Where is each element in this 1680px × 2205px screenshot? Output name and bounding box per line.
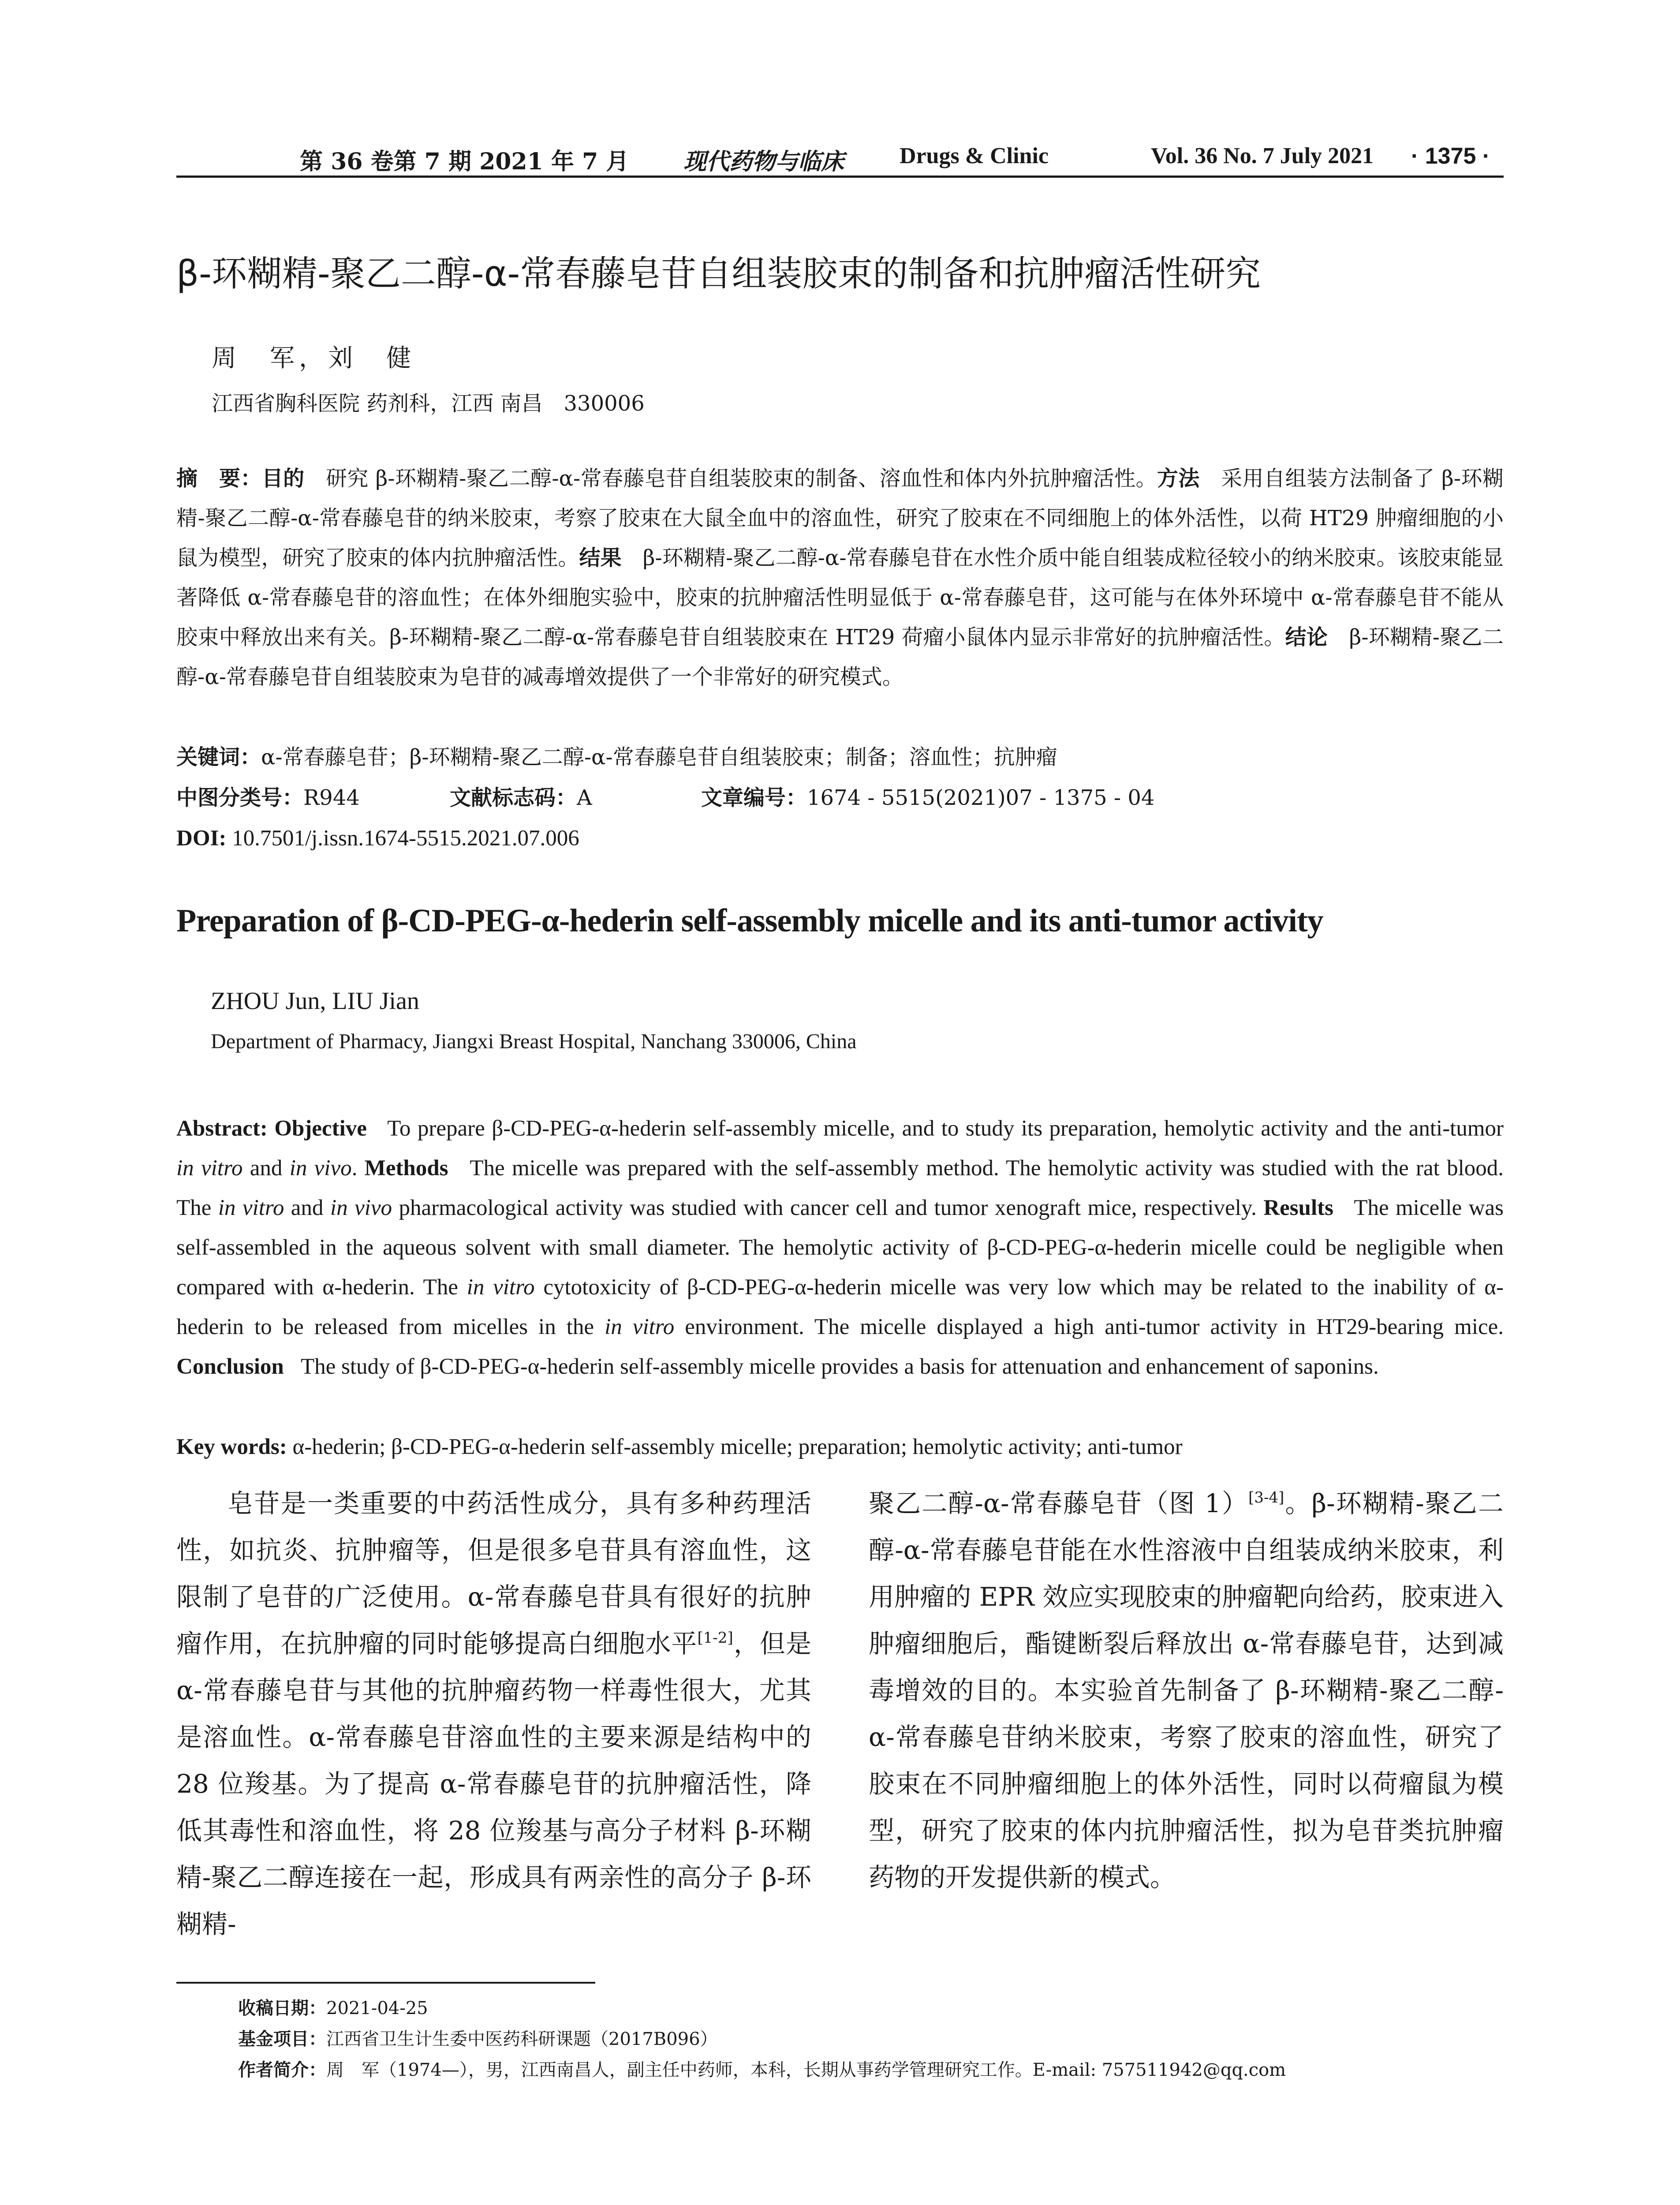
en-in-vivo-1: in vivo (289, 1156, 352, 1181)
en-objective-text: To prepare β-CD-PEG-α-hederin self-assembly micelle, and to study its preparation, hemolytic activity and the anti-tumor (387, 1116, 1504, 1141)
cn-affiliation: 江西省胸科医院 药剂科，江西 南昌 330006 (212, 391, 645, 416)
footnote-author (238, 2056, 1286, 2081)
article-no-label: 文章编号： (701, 785, 807, 810)
cn-title: β-环糊精-聚乙二醇-α-常春藤皂苷自组装胶束的制备和抗肿瘤活性研究 (176, 253, 1261, 294)
citation-1-2: [1-2] (697, 1629, 733, 1647)
cn-results-text: β-环糊精-聚乙二醇-α-常春藤皂苷在水性介质中能自组装成粒径较小的纳米胶束。该胶束能显著降低 α-常春藤皂苷的溶血性；在体外细胞实验中，胶束的抗肿瘤活性明显低于 α-常春藤皂苷，这可能与在体外环境中 α-常春藤皂苷不能从胶束中释放出来有关。β-环糊精-聚乙二醇-α-常春藤皂苷自组装胶束在 HT29 荷瘤小鼠体内显示非常好的抗肿瘤活性。 (176, 546, 1504, 650)
en-results-label: Results (1263, 1196, 1333, 1220)
en-methods-label: Methods (364, 1156, 448, 1181)
clc-value: R944 (303, 785, 360, 810)
en-keywords (176, 1427, 1183, 1467)
en-keywords-text: α-hederin; β-CD-PEG-α-hederin self-assembly micelle; preparation; hemolytic activity; anti-tumor (292, 1435, 1183, 1459)
fund-text: 江西省卫生计生委中医药科研课题（2017B096） (326, 2029, 718, 2049)
body-column-right (869, 1480, 1504, 1901)
header-rule (176, 176, 1504, 178)
en-results-text-3: environment. The micelle displayed a high anti-tumor activity in HT29-bearing mice. (685, 1315, 1504, 1339)
cn-objective-label: 目的 (261, 466, 305, 491)
en-results-text-1: The micelle was self-assembled in the aqueous solvent with small diameter. The hemolytic activity of β-CD-PEG-α-hederin micelle could be negligible when compared with α-hederin. The (176, 1196, 1504, 1300)
doi-label: DOI: (176, 826, 227, 851)
header-cn-journal: 现代药物与临床 (683, 149, 844, 175)
doi-value: 10.7501/j.issn.1674-5515.2021.07.006 (232, 826, 579, 851)
en-objective-label: Objective (274, 1116, 367, 1141)
cn-authors: 周 军，刘 健 (212, 344, 415, 373)
cn-conclusion-text: β-环糊精-聚乙二醇-α-常春藤皂苷自组装胶束为皂苷的减毒增效提供了一个非常好的研究模式。 (176, 625, 1504, 689)
en-and-1: and (250, 1156, 283, 1181)
body-right-text-2: 。β-环糊精-聚乙二醇-α-常春藤皂苷能在水性溶液中自组装成纳米胶束，利用肿瘤的 EPR 效应实现胶束的肿瘤靶向给药，胶束进入肿瘤细胞后，酯键断裂后释放出 α-常春藤皂苷，达到减毒增效的目的。本实验首先制备了 β-环糊精-聚乙二醇-α-常春藤皂苷纳米胶束，考察了胶束的溶血性，研究了胶束在不同肿瘤细胞上的体外活性，同时以荷瘤鼠为模型，研究了胶束的体内抗肿瘤活性，拟为皂苷类抗肿瘤药物的开发提供新的模式。 (869, 1488, 1504, 1892)
cn-conclusion-label: 结论 (1285, 625, 1328, 650)
en-methods-text-2: pharmacological activity was studied with cancer cell and tumor xenograft mice, respectively. (399, 1196, 1257, 1220)
body-left-text-1: 皂苷是一类重要的中药活性成分，具有多种药理活性，如抗炎、抗肿瘤等，但是很多皂苷具有溶血性，这限制了皂苷的广泛使用。α-常春藤皂苷具有很好的抗肿瘤作用，在抗肿瘤的同时能够提高白细胞水平 (176, 1488, 811, 1659)
en-conclusion-label: Conclusion (176, 1354, 284, 1379)
running-header (176, 140, 1504, 176)
en-abstract-label: Abstract: (176, 1116, 268, 1141)
author-bio-text: 周 军（1974—），男，江西南昌人，副主任中药师，本科，长期从事药学管理研究工作。E-mail: 757511942@qq.com (326, 2060, 1286, 2080)
received-label: 收稿日期： (238, 1998, 326, 2018)
cn-methods-label: 方法 (1157, 466, 1200, 491)
en-in-vitro-4: in vitro (605, 1315, 675, 1339)
body-column-left (176, 1480, 811, 1947)
en-conclusion-text: The study of β-CD-PEG-α-hederin self-assembly micelle provides a basis for attenuation and enhancement of saponins. (301, 1354, 1379, 1379)
footnote-rule (176, 1982, 595, 1984)
cn-keywords-label: 关键词： (176, 745, 261, 770)
clc-label: 中图分类号： (176, 785, 304, 810)
en-title: Preparation of β-CD-PEG-α-hederin self-assembly micelle and its anti-tumor activity (176, 903, 1323, 939)
footnote-received (238, 1994, 428, 2019)
citation-3-4: [3-4] (1248, 1489, 1284, 1506)
cn-keywords (176, 737, 1504, 777)
received-date: 2021-04-25 (326, 1998, 428, 2018)
author-bio-label: 作者简介： (238, 2060, 326, 2080)
en-results-text-2: cytotoxicity of β-CD-PEG-α-hederin micelle was very low which may be related to the inability of α-hederin to be released from micelles in the (176, 1275, 1504, 1339)
header-en-journal: Drugs & Clinic (900, 143, 1049, 168)
en-methods-text-1: The micelle was prepared with the self-assembly method. The hemolytic activity was studied with the rat blood. The (176, 1156, 1504, 1220)
cn-objective-text: 研究 β-环糊精-聚乙二醇-α-常春藤皂苷自组装胶束的制备、溶血性和体内外抗肿瘤活性。 (325, 466, 1157, 491)
cn-methods-text: 采用自组装方法制备了 β-环糊精-聚乙二醇-α-常春藤皂苷的纳米胶束，考察了胶束在大鼠全血中的溶血性，研究了胶束在不同细胞上的体外活性，以荷 HT29 肿瘤细胞的小鼠为模型，研究了胶束的体内抗肿瘤活性。 (176, 466, 1504, 570)
header-en-issue: Vol. 36 No. 7 July 2021 (1151, 143, 1374, 168)
doc-code-label: 文献标志码： (450, 785, 577, 810)
body-left-text-2: ，但是 α-常春藤皂苷与其他的抗肿瘤药物一样毒性很大，尤其是溶血性。α-常春藤皂苷溶血性的主要来源是结构中的 28 位羧基。为了提高 α-常春藤皂苷的抗肿瘤活性，降低其毒性和溶血性，将 28 位羧基与高分子材料 β-环糊精-聚乙二醇连接在一起，形成具有两亲性的高分子 β-环糊精- (176, 1629, 811, 1939)
en-authors: ZHOU Jun, LIU Jian (211, 987, 419, 1015)
en-in-vitro-1: in vitro (176, 1156, 243, 1181)
en-abstract (176, 1109, 1504, 1387)
en-in-vivo-2: in vivo (330, 1196, 392, 1220)
cn-abstract (176, 459, 1504, 697)
cn-abstract-label: 摘 要： (176, 466, 262, 491)
header-page-number: · 1375 · (1411, 143, 1490, 169)
cn-keywords-text: α-常春藤皂苷；β-环糊精-聚乙二醇-α-常春藤皂苷自组装胶束；制备；溶血性；抗肿瘤 (261, 745, 1057, 770)
body-right-text-1: 聚乙二醇-α-常春藤皂苷（图 1） (869, 1488, 1249, 1518)
cn-results-label: 结果 (579, 546, 622, 570)
doc-code-value: A (577, 785, 592, 810)
en-and-2: and (291, 1196, 324, 1220)
en-in-vitro-3: in vitro (467, 1275, 535, 1300)
fund-label: 基金项目： (238, 2029, 326, 2049)
en-period-1: . (351, 1156, 358, 1181)
footnote-fund (238, 2025, 718, 2050)
doi-line (176, 818, 579, 858)
en-in-vitro-2: in vitro (218, 1196, 284, 1220)
en-keywords-label: Key words: (176, 1435, 287, 1459)
en-affiliation: Department of Pharmacy, Jiangxi Breast Hospital, Nanchang 330006, China (211, 1030, 857, 1053)
article-no-value: 1674 - 5515(2021)07 - 1375 - 04 (807, 785, 1155, 810)
header-cn-issue: 第 36 卷第 7 期 2021 年 7 月 (300, 148, 629, 175)
cn-classification-line (176, 778, 1504, 818)
